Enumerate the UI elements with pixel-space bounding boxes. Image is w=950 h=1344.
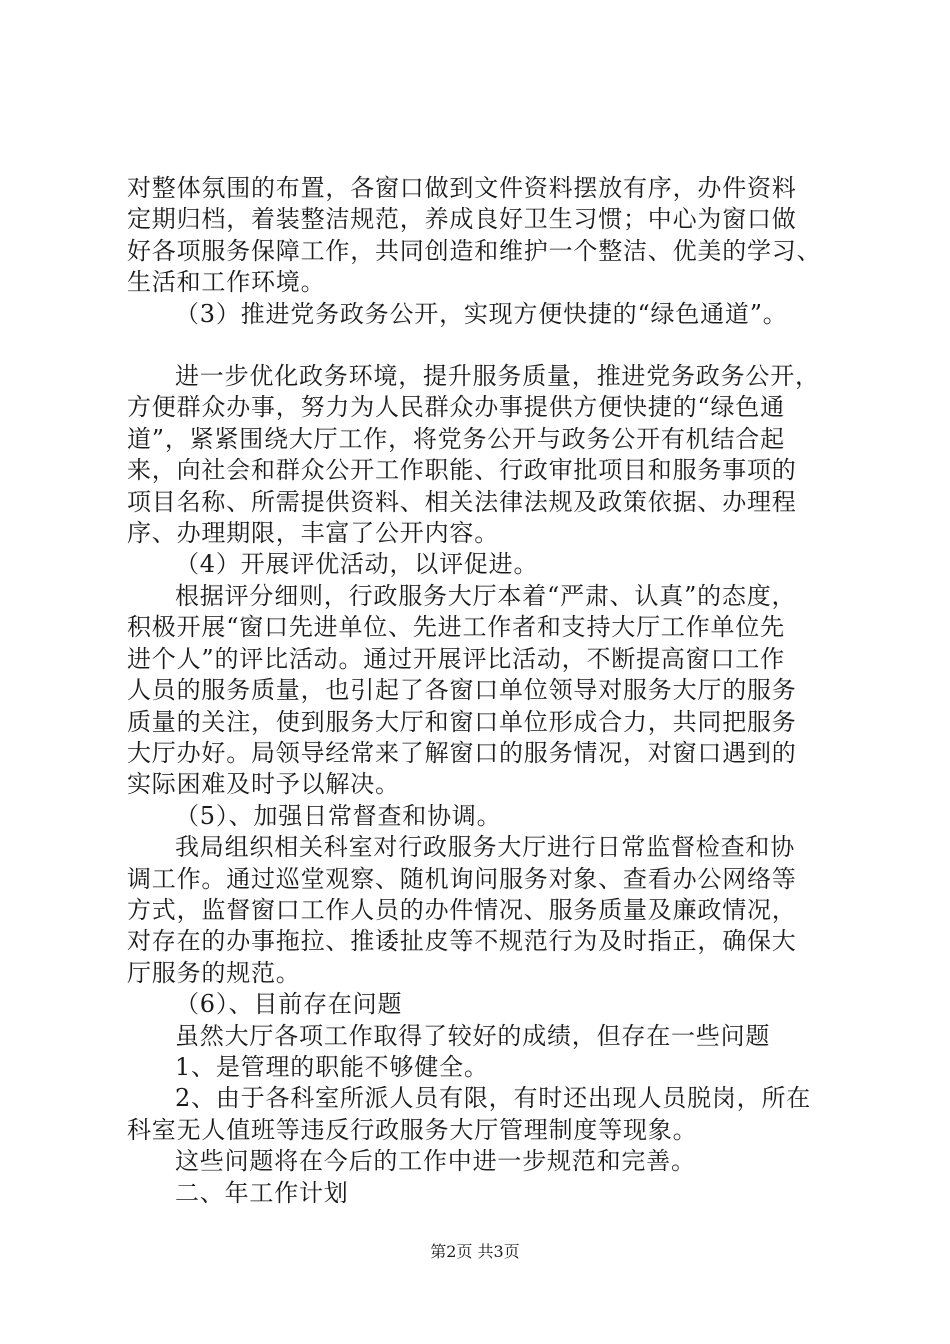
section-heading: （5）、加强日常督查和协调。 bbox=[175, 801, 502, 830]
text-line: 质量的关注，使到服务大厅和窗口单位形成合力，共同把服务 bbox=[127, 707, 797, 736]
section-heading: （4）开展评优活动，以评促进。 bbox=[175, 550, 539, 579]
document-body bbox=[127, 173, 847, 1209]
list-item: 1、是管理的职能不够健全。 bbox=[175, 1052, 489, 1081]
text-line: 厅服务的规范。 bbox=[127, 958, 301, 987]
text-line: 这些问题将在今后的工作中进一步规范和完善。 bbox=[175, 1147, 696, 1176]
section-heading: 二、年工作计划 bbox=[175, 1178, 349, 1207]
text-line: 人员的服务质量，也引起了各窗口单位领导对服务大厅的服务 bbox=[127, 676, 797, 705]
paragraph-gap bbox=[127, 330, 847, 361]
text-line: 调工作。通过巡堂观察、随机询问服务对象、查看办公网络等 bbox=[127, 864, 797, 893]
text-line: 进个人”的评比活动。通过开展评比活动，不断提高窗口工作 bbox=[127, 644, 785, 673]
text-line: 大厅办好。局领导经常来了解窗口的服务情况，对窗口遇到的 bbox=[127, 738, 797, 767]
text-line: 实际困难及时予以解决。 bbox=[127, 770, 400, 799]
section-heading: （6）、目前存在问题 bbox=[175, 990, 403, 1019]
text-line: 序、办理期限，丰富了公开内容。 bbox=[127, 519, 499, 548]
text-line: 对存在的办事拖拉、推诿扯皮等不规范行为及时指正，确保大 bbox=[127, 927, 797, 956]
text-line: 根据评分细则，行政服务大厅本着“严肃、认真”的态度， bbox=[175, 581, 797, 610]
text-line: 生活和工作环境。 bbox=[127, 268, 326, 297]
text-line: 道”，紧紧围绕大厅工作，将党务公开与政务公开有机结合起 bbox=[127, 424, 785, 453]
list-item: 2、由于各科室所派人员有限，有时还出现人员脱岗，所在 bbox=[175, 1084, 812, 1113]
page-number-footer: 第2页 共3页 bbox=[430, 1242, 520, 1261]
text-line: 虽然大厅各项工作取得了较好的成绩，但存在一些问题 bbox=[175, 1021, 771, 1050]
text-line: 项目名称、所需提供资料、相关法律法规及政策依据、办理程 bbox=[127, 487, 797, 516]
text-line: 方便群众办事，努力为人民群众办事提供方便快捷的“绿色通 bbox=[127, 393, 785, 422]
text-line: 科室无人值班等违反行政服务大厅管理制度等现象。 bbox=[127, 1115, 698, 1144]
text-line: 积极开展“窗口先进单位、先进工作者和支持大厅工作单位先 bbox=[127, 613, 785, 642]
text-line: 进一步优化政务环境，提升服务质量，推进党务政务公开， bbox=[175, 362, 820, 391]
text-line: 来，向社会和群众公开工作职能、行政审批项目和服务事项的 bbox=[127, 456, 797, 485]
text-line: 定期归档，着装整洁规范，养成良好卫生习惯；中心为窗口做 bbox=[127, 205, 797, 234]
text-line: 我局组织相关科室对行政服务大厅进行日常监督检查和协 bbox=[175, 833, 795, 862]
section-heading: （3）推进党务政务公开，实现方便快捷的“绿色通道”。 bbox=[175, 299, 788, 328]
text-line: 方式，监督窗口工作人员的办件情况、服务质量及廉政情况， bbox=[127, 895, 797, 924]
text-line: 好各项服务保障工作，共同创造和维护一个整洁、优美的学习、 bbox=[127, 236, 822, 265]
text-line: 对整体氛围的布置，各窗口做到文件资料摆放有序，办件资料 bbox=[127, 174, 797, 202]
